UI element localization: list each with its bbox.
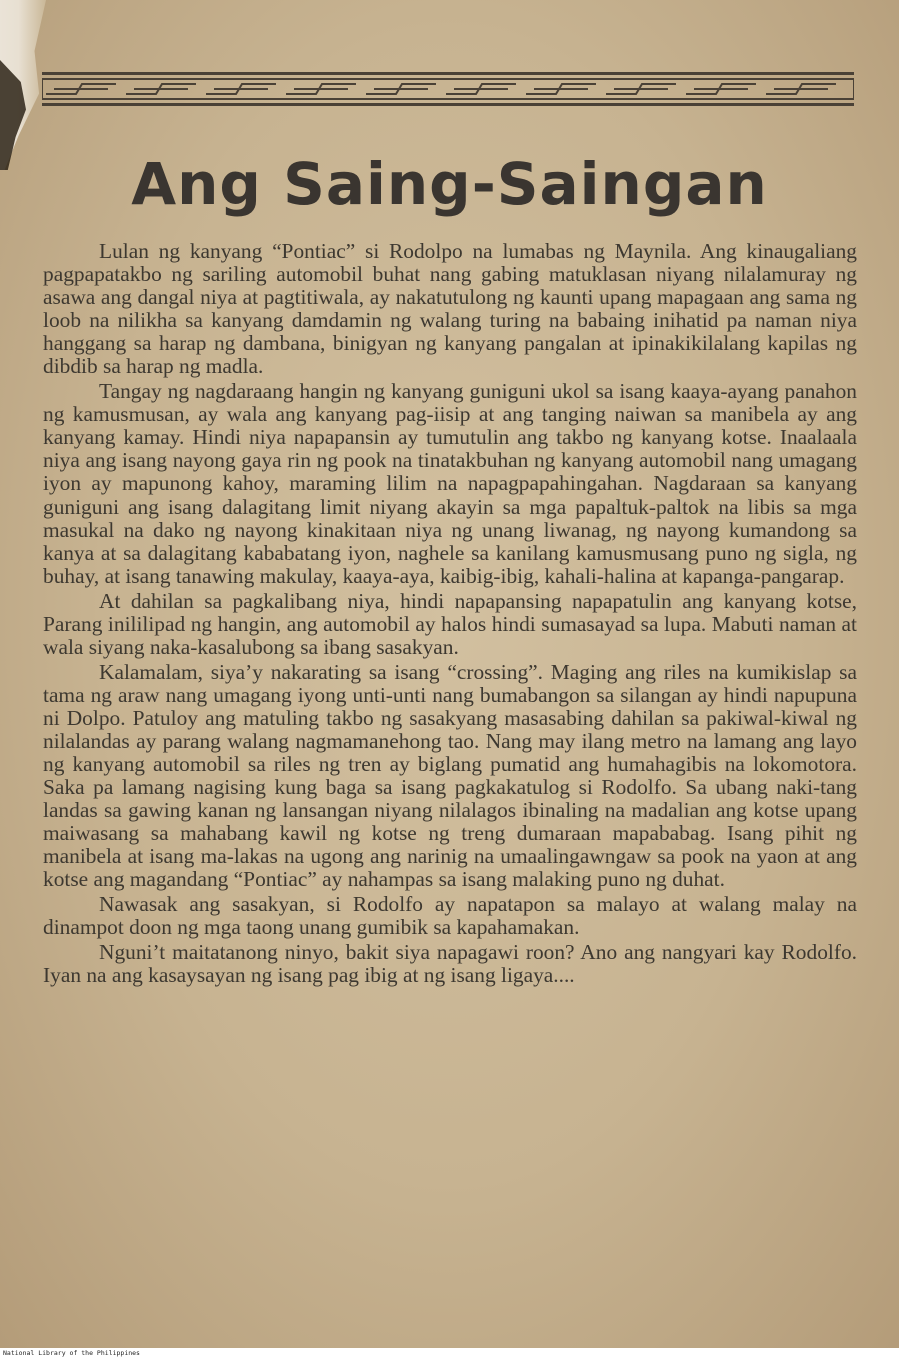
article-body xyxy=(43,240,857,990)
ornament-segment xyxy=(526,84,596,94)
border-ornament-row xyxy=(46,84,836,94)
border-top-line xyxy=(42,72,854,75)
library-credit: National Library of the Philippines xyxy=(0,1348,899,1358)
ornament-segment xyxy=(46,84,116,94)
ornament-segment xyxy=(126,84,196,94)
decorative-border-band xyxy=(42,68,854,108)
paragraph-6: Nguni’t maitatanong ninyo, bakit siya napagawi roon? Ano ang nangyari kay Rodolfo. Iyan na ang kasaysayan ng isang pag ibig at ng isang ligaya.... xyxy=(43,940,857,988)
article-title: Ang Saing-Saingan xyxy=(131,150,768,218)
ornament-segment xyxy=(766,84,836,94)
paragraph-5: Nawasak ang sasakyan, si Rodolfo ay napatapon sa malayo at walang malay na dinampot doon ng mga taong unang gumibik sa kapahamakan. xyxy=(43,892,857,940)
ornament-segment xyxy=(686,84,756,94)
paragraph-3: At dahilan sa pagkalibang niya, hindi napapansing napapatulin ang kanyang kotse, Parang inililipad ng hangin, ang automobil ay halos hindi sumasayad sa lupa. Mabuti naman at wala siyang naka-kasalubong sa ibang sasakyan. xyxy=(43,588,857,659)
paragraph-2: Tangay ng nagdaraang hangin ng kanyang guniguni ukol sa isang kaaya-ayang panahon ng kamusmusan, ay wala ang kanyang pag-iisip at ang tanging naiwan sa manibela ay ang kanyang kamay. Hindi niya napapansin ay tumutulin ang takbo ng kanyang kotse. Inaalaala niya ang isang nayong gaya rin ng pook na tinatakbuhan ng kanyang automobil nang umagang iyon ay mapunong kahoy, maraming lilim na napagpapahingahan. Nagdaraan sa kanyang guniguni ang isang dalagitang limit niyang akayin sa mga papaltuk-paltok na libis sa mga masukal na dako ng nayong kinakitaan niya ng unang liwanag, ng nayong kumandong sa kanya at sa dalagitang kababatang iyon, naghele sa kanilang kamusmusang puno ng sigla, ng buhay, at isang tanawing makulay, kaaya-aya, kaibig-ibig, kahali-halina at kapanga-pangarap. xyxy=(43,379,857,588)
ornamental-rule xyxy=(42,68,854,108)
ornament-segment xyxy=(606,84,676,94)
ornament-segment xyxy=(286,84,356,94)
border-bottom-line xyxy=(42,103,854,106)
paragraph-1: Lulan ng kanyang “Pontiac” si Rodolpo na lumabas ng Maynila. Ang kinaugaliang pagpapatakbo ng sariling automobil buhat nang gabing matuklasan niyang nilalamuray ng asawa ang dangal niya at pagtitiwala, ay nakatutulong ng kaunti upang mapagaan ang sama ng loob na nilikha sa kanyang damdamin ng walang turing na babaing inihatid pa naman niya hanggang sa harap ng dambana, binigyan ng kanyang pangalan at ipinakikilalang kapilas ng dibdib sa harap ng madla. xyxy=(43,239,857,379)
ornament-segment xyxy=(446,84,516,94)
ornament-segment xyxy=(366,84,436,94)
ornament-segment xyxy=(206,84,276,94)
paragraph-4: Kalamalam, siya’y nakarating sa isang “crossing”. Maging ang riles na kumikislap sa tama ng araw nang umagang iyong unti-unti nang bumabangon sa silangan ay hindi napupuna ni Dolpo. Patuloy ang matuling takbo ng sasakyang masasabing dahilan sa pakiwal-kiwal ng nilalandas ay parang walang nagmamanehong tao. Nang may ilang metro na lamang ang layo ng kanyang automobil sa riles ng tren ay biglang pumatid ang humahagibis na lokomotora. Saka pa lamang nagising kung baga sa isang pagkakatulog si Rodolfo. Sa ubang naki-tang landas sa gawing kanan ng lansangan niyang nilalagos ibinaling na madalian ang kotse upang maiwasang sa mahabang kawil ng kotse ng treng dumaraan mapababag. Isang pihit ng manibela at isang ma-lakas na ugong ang narinig na umaalingawngaw sa pook na yaon at ang kotse ang magandang “Pontiac” ay nahampas sa isang malaking puno ng duhat. xyxy=(43,659,857,892)
